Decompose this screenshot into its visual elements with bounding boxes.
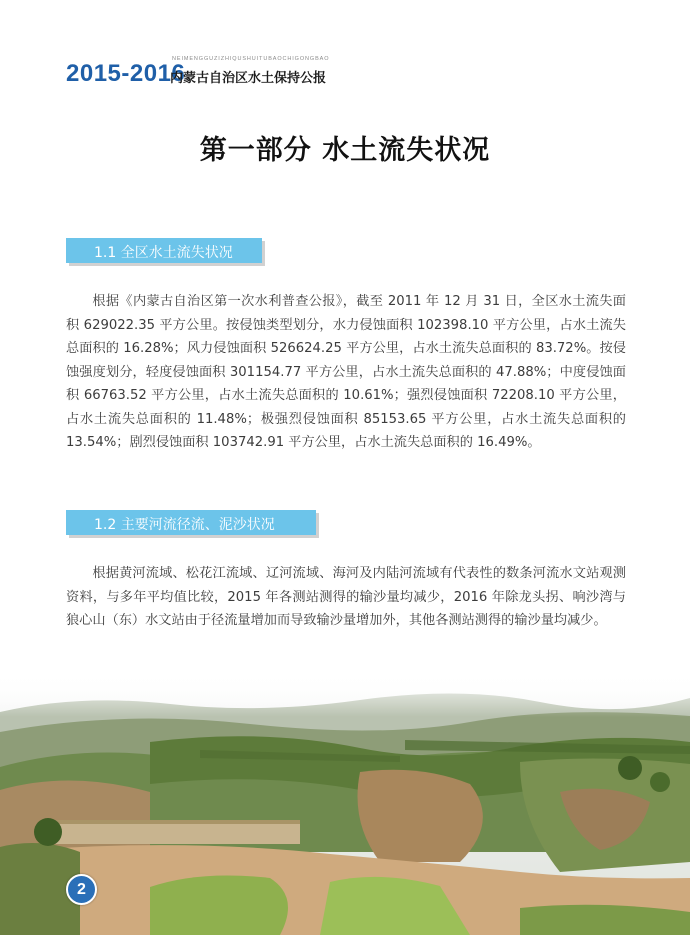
loess-terrace-landscape-photo <box>0 672 690 935</box>
section-heading-1-1 <box>66 238 262 263</box>
header-pinyin: NEIMENGGUZIZHIQUSHUITUBAOCHIGONGBAO <box>172 56 330 62</box>
header-years: 2015-2016 <box>66 60 186 87</box>
section-heading-label: 1.2 主要河流径流、泥沙状况 <box>94 517 275 533</box>
section-1-1-paragraph: 根据《内蒙古自治区第一次水利普查公报》，截至 2011 年 12 月 31 日，全区水土流失面积 629022.35 平方公里。按侵蚀类型划分，水力侵蚀面积 102398.10 平方公里，占水土流失总面积的 16.28%；风力侵蚀面积 526624.25 平方公里，占水土流失总面积的 83.72%。按侵蚀强度划分，轻度侵蚀面积 301154.77 平方公里，占水土流失总面积的 47.88%；中度侵蚀面积 66763.52 平方公里，占水土流失总面积的 10.61%；强烈侵蚀面积 72208.10 平方公里，占水土流失总面积的 11.48%；极强烈侵蚀面积 85153.65 平方公里，占水土流失总面积的 13.54%；剧烈侵蚀面积 103742.91 平方公里，占水土流失总面积的 16.49%。 <box>66 294 626 450</box>
section-heading-1-2 <box>66 510 316 535</box>
section-1-2-paragraph: 根据黄河流域、松花江流域、辽河流域、海河及内陆河流域有代表性的数条河流水文站观测资料，与多年平均值比较，2015 年各测站测得的输沙量均减少，2016 年除龙头拐、响沙湾与狼心山（东）水文站由于径流量增加而导致输沙量增加外，其他各测站测得的输沙量均减少。 <box>66 566 626 628</box>
page-number-badge: 2 <box>66 874 97 905</box>
section-heading-label: 1.1 全区水土流失状况 <box>94 245 233 261</box>
header-title: 内蒙古自治区水土保持公报 <box>170 71 327 86</box>
report-header <box>66 56 626 90</box>
part-title: 第一部分 水土流失状况 <box>199 135 491 166</box>
